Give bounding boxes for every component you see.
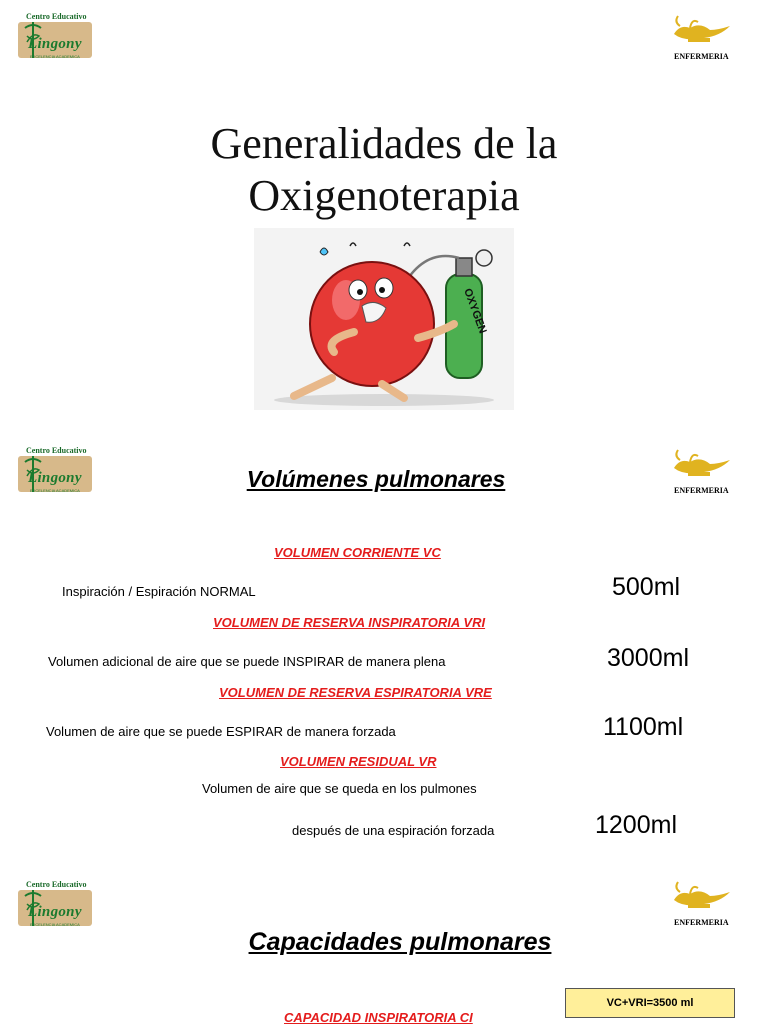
capacities-heading: Capacidades pulmonares bbox=[248, 928, 552, 956]
enfermeria-logo: ENFERMERIA bbox=[666, 446, 736, 498]
lingony-logo: Centro Educativo Lingony EXCELENCIA ACADEMICA bbox=[18, 880, 94, 932]
title-line-2: Oxigenoterapia bbox=[248, 171, 520, 220]
vre-description: Volumen de aire que se puede ESPIRAR de manera forzada bbox=[46, 724, 396, 739]
volumes-heading: Volúmenes pulmonares bbox=[246, 466, 506, 492]
vre-value: 1100ml bbox=[603, 713, 684, 741]
enfermeria-logo: ENFERMERIA bbox=[666, 12, 736, 64]
enfermeria-logo: ENFERMERIA bbox=[666, 878, 736, 930]
oil-lamp-icon bbox=[670, 878, 734, 914]
vr-description-line-2: después de una espiración forzada bbox=[292, 823, 495, 838]
vr-description-line-1: Volumen de aire que se queda en los pulmones bbox=[202, 781, 477, 796]
vri-value: 3000ml bbox=[607, 644, 689, 672]
svg-text:OXYGEN: OXYGEN bbox=[461, 286, 489, 336]
vc-value: 500ml bbox=[612, 573, 681, 601]
vr-value: 1200ml bbox=[595, 811, 677, 839]
ci-label: CAPACIDAD INSPIRATORIA CI bbox=[284, 1010, 473, 1025]
title-line-1: Generalidades de la bbox=[210, 119, 558, 168]
vre-label: VOLUMEN DE RESERVA ESPIRATORIA VRE bbox=[219, 685, 492, 700]
vc-description: Inspiración / Espiración NORMAL bbox=[62, 584, 256, 599]
lingony-logo: Centro Educativo Lingony EXCELENCIA ACADEMICA bbox=[18, 446, 94, 498]
vri-description: Volumen adicional de aire que se puede INSPIRAR de manera plena bbox=[48, 654, 446, 669]
ci-formula-box: VC+VRI=3500 ml bbox=[565, 988, 735, 1018]
vc-label: VOLUMEN CORRIENTE VC bbox=[274, 545, 441, 560]
lingony-logo: Centro Educativo Lingony EXCELENCIA ACADEMICA bbox=[18, 12, 94, 64]
vr-label: VOLUMEN RESIDUAL VR bbox=[280, 754, 437, 769]
vri-label: VOLUMEN DE RESERVA INSPIRATORIA VRI bbox=[213, 615, 486, 630]
